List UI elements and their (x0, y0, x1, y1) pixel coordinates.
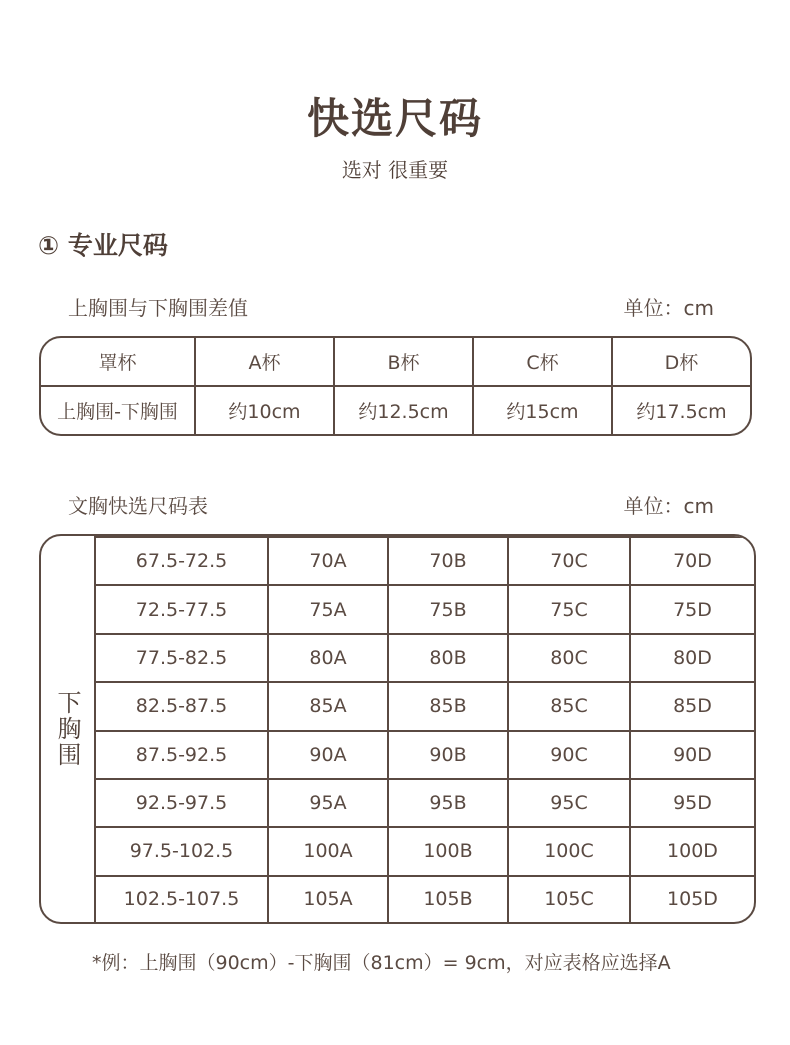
example-note: *例：上胸围（90cm）-下胸围（81cm）= 9cm，对应表格应选择A (92, 952, 671, 974)
table-row (96, 779, 754, 827)
size-cell: 80A (268, 634, 388, 682)
size-cell: 75C (508, 585, 630, 633)
table-row (41, 386, 750, 434)
table-cell: 约12.5cm (334, 386, 473, 434)
underbust-range-cell: 87.5-92.5 (96, 731, 268, 779)
size-cell: 85B (388, 682, 508, 730)
table-row (96, 682, 754, 730)
table-cell: 上胸围-下胸围 (41, 386, 195, 434)
table-row (96, 537, 754, 585)
size-cell: 85A (268, 682, 388, 730)
underbust-range-cell: 97.5-102.5 (96, 827, 268, 875)
table-cell: 约17.5cm (612, 386, 750, 434)
size-cell: 95A (268, 779, 388, 827)
size-cell: 90A (268, 731, 388, 779)
size-table-unit: 单位：cm (623, 494, 714, 518)
size-cell: 80D (630, 634, 754, 682)
table-header-cell: A杯 (195, 338, 334, 386)
table-cell: 约10cm (195, 386, 334, 434)
size-cell: 105D (630, 876, 754, 922)
size-cell: 70B (388, 537, 508, 585)
size-cell: 100C (508, 827, 630, 875)
underbust-range-cell: 82.5-87.5 (96, 682, 268, 730)
underbust-range-cell: 77.5-82.5 (96, 634, 268, 682)
underbust-side-label: 下胸围 (41, 536, 96, 922)
table-row (96, 876, 754, 922)
table-row (96, 731, 754, 779)
table-cell: 约15cm (473, 386, 612, 434)
underbust-range-cell: 72.5-77.5 (96, 585, 268, 633)
size-cell: 75B (388, 585, 508, 633)
table-row (96, 634, 754, 682)
size-cell: 70C (508, 537, 630, 585)
table-row (96, 827, 754, 875)
size-cell: 105B (388, 876, 508, 922)
table-header-row (41, 338, 750, 386)
page-subtitle: 选对 很重要 (341, 158, 449, 182)
size-cell: 75D (630, 585, 754, 633)
size-cell: 100B (388, 827, 508, 875)
size-cell: 90B (388, 731, 508, 779)
size-cell: 85C (508, 682, 630, 730)
cup-difference-table (39, 336, 752, 436)
size-cell: 100D (630, 827, 754, 875)
size-cell: 80C (508, 634, 630, 682)
size-table-caption: 文胸快选尺码表 (68, 494, 208, 518)
size-cell: 75A (268, 585, 388, 633)
size-cell: 95D (630, 779, 754, 827)
size-cell: 70A (268, 537, 388, 585)
size-cell: 80B (388, 634, 508, 682)
size-cell: 90D (630, 731, 754, 779)
diff-table-caption: 上胸围与下胸围差值 (68, 296, 248, 320)
size-cell: 90C (508, 731, 630, 779)
size-cell: 85D (630, 682, 754, 730)
bra-size-table (39, 534, 756, 924)
size-cell: 100A (268, 827, 388, 875)
page-title: 快选尺码 (306, 94, 483, 143)
underbust-range-cell: 102.5-107.5 (96, 876, 268, 922)
size-cell: 95B (388, 779, 508, 827)
table-header-cell: 罩杯 (41, 338, 195, 386)
table-header-cell: C杯 (473, 338, 612, 386)
table-row (96, 585, 754, 633)
underbust-range-cell: 67.5-72.5 (96, 537, 268, 585)
diff-table-unit: 单位：cm (623, 296, 714, 320)
size-cell: 105A (268, 876, 388, 922)
table-header-cell: D杯 (612, 338, 750, 386)
underbust-range-cell: 92.5-97.5 (96, 779, 268, 827)
size-cell: 95C (508, 779, 630, 827)
size-cell: 105C (508, 876, 630, 922)
section-title: ① 专业尺码 (38, 231, 168, 260)
table-header-cell: B杯 (334, 338, 473, 386)
size-cell: 70D (630, 537, 754, 585)
